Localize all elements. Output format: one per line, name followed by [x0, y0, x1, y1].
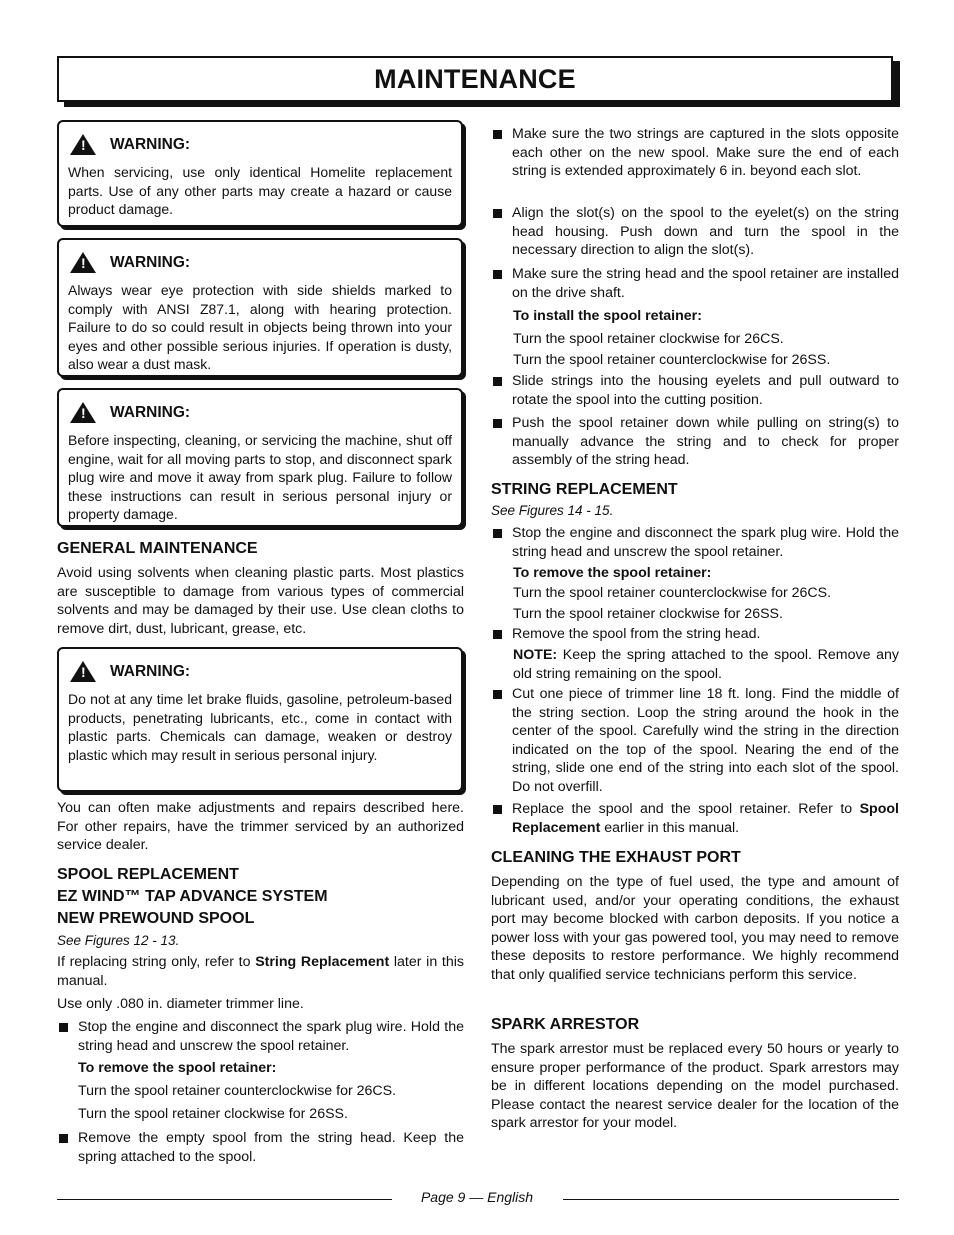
- install-retainer-ss: Turn the spool retainer counterclockwise for 26SS.: [513, 352, 831, 368]
- string-remove-retainer-cs: Turn the spool retainer counterclockwise for 26CS.: [513, 585, 832, 601]
- warning-label: WARNING:: [110, 403, 191, 421]
- remove-retainer-label: To remove the spool retainer:: [78, 1060, 277, 1076]
- warning-header: [70, 402, 452, 423]
- spark-arrestor-heading: SPARK ARRESTOR: [491, 1016, 640, 1033]
- list-item: Replace the spool and the spool retainer. Refer to Spool Replacement earlier in this manual.: [491, 800, 899, 837]
- remove-retainer-cs: Turn the spool retainer counterclockwise for 26CS.: [78, 1083, 397, 1099]
- bullet-square-icon: [59, 1134, 68, 1143]
- warning-header: [70, 252, 452, 273]
- list-item: Stop the engine and disconnect the spark plug wire. Hold the string head and unscrew the spool retainer.: [57, 1018, 464, 1055]
- warning-label: WARNING:: [110, 135, 191, 153]
- bullet-square-icon: [493, 377, 502, 386]
- list-item: Make sure the two strings are captured in the slots opposite each other on the new spool. Make sure the end of each string is extended approximately 6 in. beyond each slot.: [491, 125, 899, 181]
- warning-triangle-icon: !: [70, 252, 96, 273]
- page-footer: Page 9 — English: [420, 1189, 534, 1205]
- list-item: Cut one piece of trimmer line 18 ft. long. Find the middle of the string section. Loop the string around the hook in the center of the spool. Carefully wind the string in the direction indicated on the top of the spool. Nearing the end of the string, slide one end of the string into each slot of the spool. Do not overfill.: [491, 685, 899, 797]
- spool-replacement-heading: SPOOL REPLACEMENT: [57, 866, 239, 883]
- warning-label: WARNING:: [110, 253, 191, 271]
- warning-header: [70, 134, 452, 155]
- ez-wind-heading: EZ WIND™ TAP ADVANCE SYSTEM: [57, 888, 328, 905]
- bullet-square-icon: [493, 690, 502, 699]
- repairs-text: You can often make adjustments and repairs described here. For other repairs, have the trimmer serviced by an authorized service dealer.: [57, 800, 464, 854]
- prewound-spool-heading: NEW PREWOUND SPOOL: [57, 910, 255, 927]
- page-title: MAINTENANCE: [374, 63, 576, 94]
- string-remove-retainer-ss: Turn the spool retainer clockwise for 26SS.: [513, 606, 783, 622]
- warning-label: WARNING:: [110, 662, 191, 680]
- exhaust-port-heading: CLEANING THE EXHAUST PORT: [491, 849, 741, 866]
- warning-box-replacement-parts: [57, 120, 463, 227]
- warning-box-eye-protection: [57, 238, 463, 377]
- string-replacement-heading: STRING REPLACEMENT: [491, 481, 678, 498]
- bullet-square-icon: [493, 130, 502, 139]
- string-figures-ref: See Figures 14 - 15.: [491, 503, 614, 518]
- warning-triangle-icon: !: [70, 402, 96, 423]
- warning-text: When servicing, use only identical Homelite replacement parts. Use of any other parts may create a hazard or cause product damage.: [68, 164, 452, 217]
- list-item: Slide strings into the housing eyelets and pull outward to rotate the spool into the cutting position.: [491, 372, 899, 409]
- spool-intro: If replacing string only, refer to String Replacement later in this manual.: [57, 954, 464, 989]
- warning-text: Before inspecting, cleaning, or servicing the machine, shut off engine, wait for all moving parts to stop, and disconnect spark plug wire and move it away from spark plug. Failure to follow these instructions can result in serious personal injury or property damage.: [68, 432, 452, 522]
- list-item: Remove the empty spool from the string head. Keep the spring attached to the spool.: [57, 1129, 464, 1166]
- list-item: Remove the spool from the string head.: [491, 625, 899, 644]
- warning-text: Do not at any time let brake fluids, gasoline, petroleum-based products, penetrating lubricants, etc., come in contact with plastic parts. Chemicals can damage, weaken or destroy plastic which may result in serious personal injury.: [68, 691, 452, 763]
- general-maintenance-heading: GENERAL MAINTENANCE: [57, 540, 258, 557]
- install-retainer-label: To install the spool retainer:: [513, 308, 702, 324]
- string-remove-retainer-label: To remove the spool retainer:: [513, 565, 712, 581]
- bullet-square-icon: [493, 630, 502, 639]
- list-item: Make sure the string head and the spool retainer are installed on the drive shaft.: [491, 265, 899, 302]
- string-note: NOTE: Keep the spring attached to the spool. Remove any old string remaining on the spool.: [513, 647, 899, 682]
- bullet-square-icon: [493, 419, 502, 428]
- list-item: Push the spool retainer down while pulling on string(s) to manually advance the string and to check for proper assembly of the string head.: [491, 414, 899, 470]
- spool-use-only: Use only .080 in. diameter trimmer line.: [57, 996, 304, 1012]
- remove-retainer-ss: Turn the spool retainer clockwise for 26SS.: [78, 1106, 348, 1122]
- warning-box-chemicals: [57, 647, 463, 792]
- exhaust-port-text: Depending on the type of fuel used, the type and amount of lubricant used, and/or your operating conditions, the exhaust port may become blocked with carbon deposits. If you notice a power loss with your gas powered tool, you may need to remove these deposits to restore performance. We highly recommend that only qualified service technicians perform this service.: [491, 874, 899, 983]
- warning-box-before-servicing: [57, 388, 463, 527]
- bullet-square-icon: [493, 270, 502, 279]
- bullet-square-icon: [493, 529, 502, 538]
- list-item: Align the slot(s) on the spool to the eyelet(s) on the string head housing. Push down and turn the spool in the necessary direction to align the slot(s).: [491, 204, 899, 260]
- warning-text: Always wear eye protection with side shields marked to comply with ANSI Z87.1, along with hearing protection. Failure to do so could result in objects being thrown into your eyes and other possible serious injuries. If operation is dusty, also wear a dust mask.: [68, 282, 452, 372]
- spool-figures-ref: See Figures 12 - 13.: [57, 933, 180, 948]
- bullet-square-icon: [493, 209, 502, 218]
- install-retainer-cs: Turn the spool retainer clockwise for 26CS.: [513, 331, 784, 347]
- warning-triangle-icon: !: [70, 661, 96, 682]
- general-maintenance-text: Avoid using solvents when cleaning plastic parts. Most plastics are susceptible to damage from various types of commercial solvents and may be damaged by their use. Use clean cloths to remove dirt, dust, lubricant, grease, etc.: [57, 565, 464, 637]
- page-title-box: [57, 56, 893, 102]
- warning-header: [70, 661, 452, 682]
- bullet-square-icon: [59, 1023, 68, 1032]
- warning-triangle-icon: !: [70, 134, 96, 155]
- list-item: Stop the engine and disconnect the spark plug wire. Hold the string head and unscrew the spool retainer.: [491, 524, 899, 561]
- spark-arrestor-text: The spark arrestor must be replaced every 50 hours or yearly to ensure proper performance of the product. Spark arrestors may be in different locations depending on the model purchased. Please contact the nearest service dealer for the location of the spark arrestor for your model.: [491, 1041, 899, 1132]
- bullet-square-icon: [493, 805, 502, 814]
